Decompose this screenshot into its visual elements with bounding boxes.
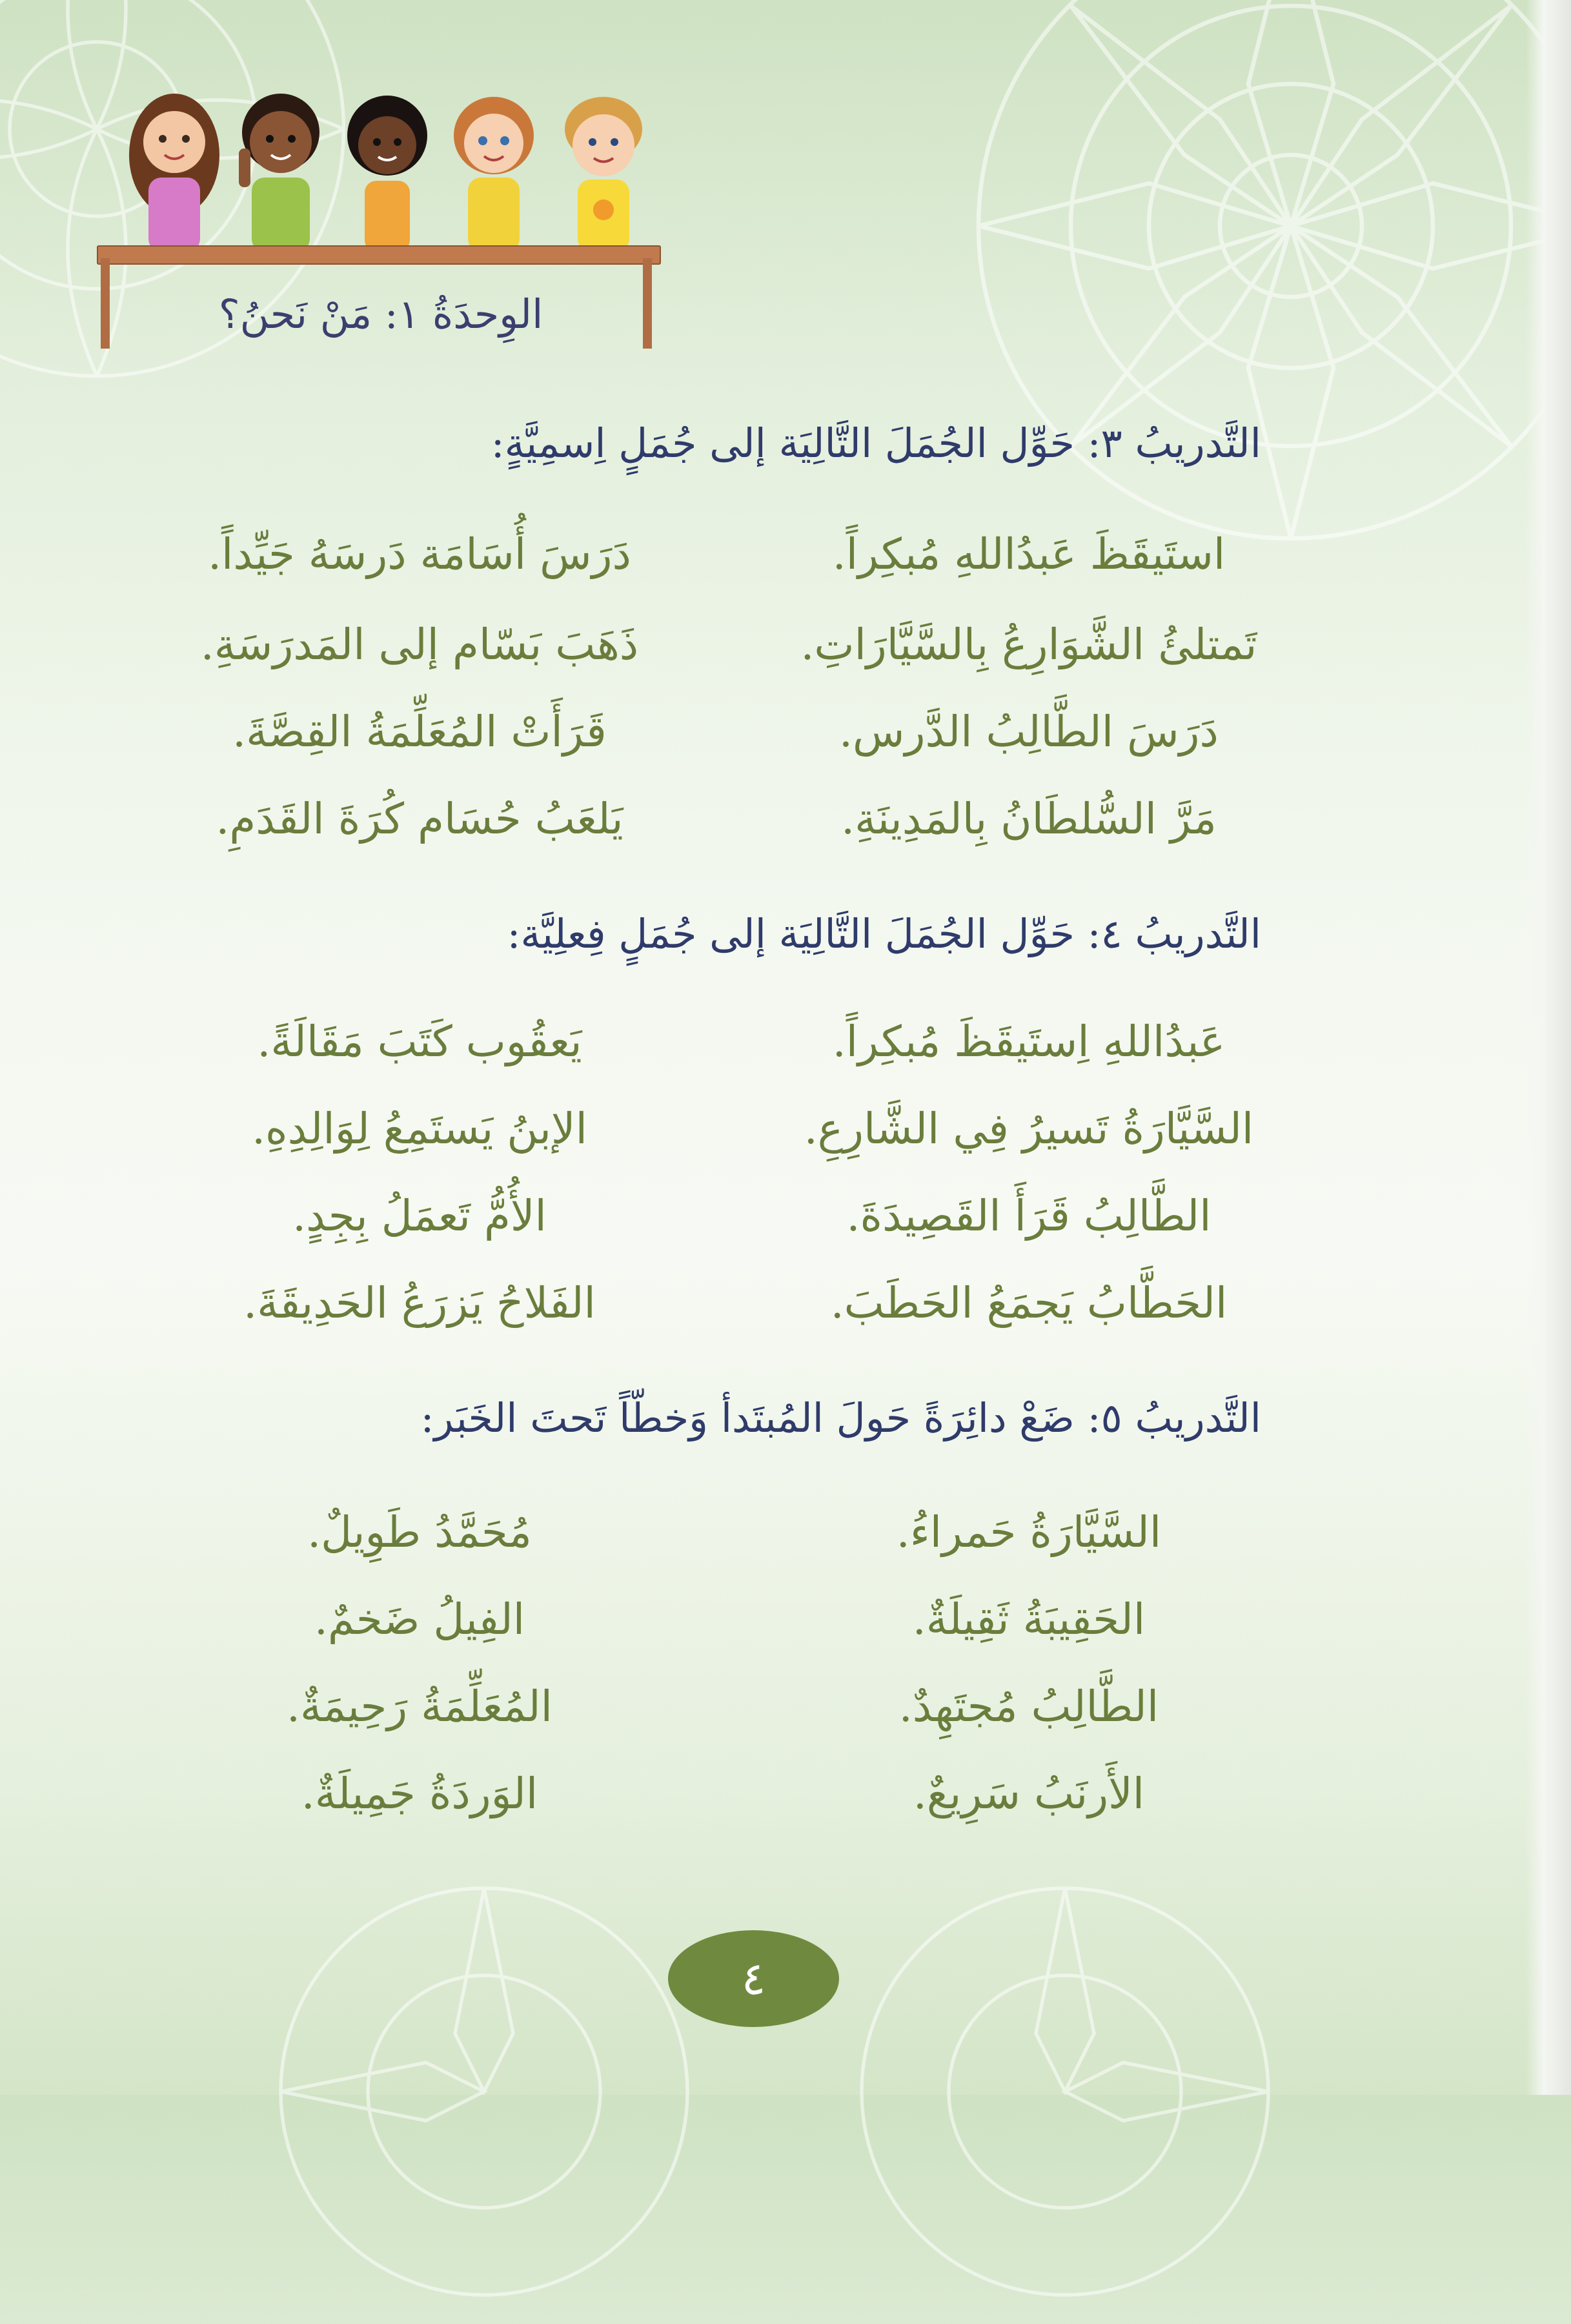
exercise-4-sentence: الطَّالِبُ قَرَأَ القَصِيدَةَ. [846, 1191, 1211, 1241]
page-number-badge [668, 1930, 839, 2027]
exercise-5-sentence: الفِيلُ ضَخمٌ. [314, 1595, 525, 1644]
page-number: ٤ [741, 1952, 766, 2005]
unit-header [97, 65, 665, 355]
exercise-4-sentence: الأُمُّ تَعمَلُ بِجِدٍ. [292, 1191, 547, 1241]
exercise-5-sentence: مُحَمَّدُ طَوِيلٌ. [307, 1507, 532, 1557]
exercise-3-sentence: دَرَسَ أُسَامَة دَرسَهُ جَيِّداً. [208, 529, 631, 579]
exercise-4-sentence: الإبنُ يَستَمِعُ لِوَالِدِهِ. [252, 1104, 587, 1154]
children-illustration [116, 71, 658, 252]
table-leg [643, 258, 652, 349]
exercise-3-sentence: استَيقَظَ عَبدُاللهِ مُبكِراً. [832, 529, 1226, 579]
exercise-4-sentence: الحَطَّابُ يَجمَعُ الحَطَبَ. [830, 1278, 1228, 1328]
exercise-3-sentence: قَرَأَتْ المُعَلِّمَةُ القِصَّةَ. [232, 707, 607, 757]
exercise-4-sentence: يَعقُوب كَتَبَ مَقَالَةً. [257, 1017, 582, 1066]
exercise-5-sentence: المُعَلِّمَةُ رَحِيمَةٌ. [287, 1682, 552, 1731]
exercise-5-sentence: الحَقِيبَةُ ثَقِيلَةٌ. [912, 1595, 1146, 1644]
exercise-5-title: التَّدريبُ ٥: ضَعْ دائِرَةً حَولَ المُبتَدأ وَخطّاً تَحتَ الخَبَر: [420, 1394, 1261, 1442]
table-top [97, 245, 661, 265]
exercise-4-sentence: عَبدُاللهِ اِستَيقَظَ مُبكِراً. [832, 1017, 1226, 1066]
exercise-3-title: التَّدريبُ ٣: حَوِّل الجُمَلَ التَّالِيَة إلى جُمَلٍ اِسمِيَّةٍ: [491, 420, 1261, 467]
mandala-decoration-top-right [936, 0, 1571, 581]
exercise-3-sentence: دَرَسَ الطَّالِبُ الدَّرس. [839, 707, 1219, 757]
exercise-5-sentence: السَّيَّارَةُ حَمراءُ. [896, 1507, 1162, 1557]
exercise-3-sentence: ذَهَبَ بَسّام إلى المَدرَسَةِ. [200, 620, 639, 669]
unit-title: الوِحدَةُ ١: مَنْ نَحنُ؟ [218, 290, 543, 338]
exercise-3-sentence: يَلعَبُ حُسَام كُرَةَ القَدَمِ. [216, 794, 623, 844]
exercise-3-sentence: تَمتلئُ الشَّوَارِعُ بِالسَّيَّارَاتِ. [800, 620, 1257, 669]
exercise-4-sentence: الفَلاحُ يَزرَعُ الحَدِيقَةَ. [243, 1278, 596, 1328]
exercise-4-title: التَّدريبُ ٤: حَوِّل الجُمَلَ التَّالِيَة إلى جُمَلٍ فِعلِيَّة: [507, 910, 1261, 957]
page-edge-shadow [1526, 0, 1571, 2095]
mandala-decoration-bottom [194, 1743, 1355, 2324]
exercise-4-sentence: السَّيَّارَةُ تَسيرُ فِي الشَّارِعِ. [804, 1104, 1254, 1154]
exercise-3-sentence: مَرَّ السُّلطَانُ بِالمَدِينَةِ. [841, 794, 1217, 844]
exercise-5-sentence: الوَردَةُ جَمِيلَةٌ. [301, 1769, 538, 1819]
table-leg [101, 258, 110, 349]
exercise-5-sentence: الطَّالِبُ مُجتَهِدٌ. [898, 1682, 1159, 1731]
exercise-5-sentence: الأَرنَبُ سَرِيعٌ. [913, 1769, 1145, 1819]
